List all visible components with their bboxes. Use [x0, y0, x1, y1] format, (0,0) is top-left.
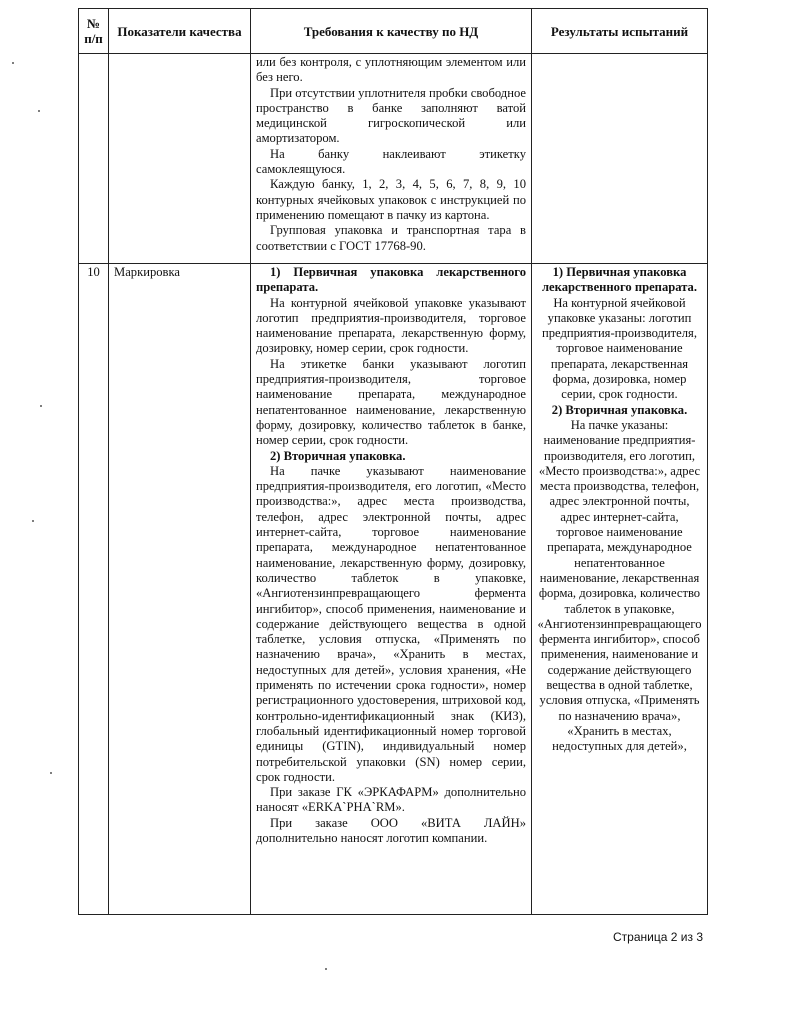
scan-speck	[12, 62, 14, 64]
result-paragraph: На пачке указаны: наименование предприятия-производителя, его логотип, «Место производства:», адрес места производства, телефон, адрес электронной почты, адрес интернет-сайта, торговое наименование препарата, международное непатентованное наименование, лекарственная форма, дозировка, количество таблеток в упаковке, «Ангиотензинпревращающего фермента ингибитор», способ применения, наименование и содержание действующего вещества в одной таблетке, условия отпуска, «Применять по назначению врача», «Хранить в местах, недоступных для детей»,	[537, 417, 702, 754]
row-indicator	[109, 54, 251, 264]
result-subheading: 1) Первичная упаковка лекарственного препарата.	[541, 265, 697, 295]
scan-speck	[38, 110, 40, 112]
header-results: Результаты испытаний	[532, 9, 708, 54]
table-header-row	[79, 9, 708, 54]
row-results	[532, 264, 708, 915]
requirement-paragraph: или без контроля, с уплотняющим элементом или без него.	[256, 55, 526, 85]
quality-table	[78, 8, 708, 915]
row-requirements	[251, 264, 532, 915]
page-footer	[613, 930, 703, 944]
scan-speck	[40, 405, 42, 407]
row-num: 10	[79, 264, 109, 915]
requirement-subheading: 2) Вторичная упаковка.	[270, 448, 406, 463]
page-label: Страница	[612, 930, 668, 944]
row-results	[532, 54, 708, 264]
requirement-paragraph: При заказе ГК «ЭРКАФАРМ» дополнительно наносят «ERKA`PHA`RM».	[256, 785, 526, 815]
requirement-paragraph: Групповая упаковка и транспортная тара в соответствии с ГОСТ 17768-90.	[256, 223, 526, 253]
header-num: № п/п	[79, 9, 109, 54]
requirement-paragraph: На пачке указывают наименование предприятия-производителя, его логотип, «Место производства:», адрес места производства, телефон, адрес электронной почты, адрес интернет-сайта, торговое наименование препарата, международное непатентованное наименование, лекарственную форму, дозировку, количество таблеток в упаковке, «Ангиотензинпревращающего фермента ингибитор», способ применения, наименование и содержание действующего вещества в одной таблетке, условия отпуска, «Применять по назначению врача», «Хранить в местах, недоступных для детей», условия хранения, «Не применять по истечении срока годности», номер регистрационного удостоверения, штриховой код, контрольно-идентификационный знак (КИЗ), глобальный идентификационный номер торговой единицы (GTIN), индивидуальный номер потребительской упаковки (SN) номер серии, срок годности.	[256, 463, 526, 784]
scan-speck	[325, 968, 327, 970]
scan-speck	[32, 520, 34, 522]
row-num	[79, 54, 109, 264]
page-total: 3	[696, 930, 703, 944]
requirement-paragraph: На контурной ячейковой упаковке указывают логотип предприятия-производителя, торговое наименование препарата, лекарственную форму, дозировку, номер серии, срок годности.	[256, 295, 526, 356]
result-subheading: 2) Вторичная упаковка.	[551, 402, 688, 417]
page-of: из	[680, 930, 693, 944]
result-paragraph: На контурной ячейковой упаковке указаны: логотип предприятия-производителя, торговое наименование препарата, лекарственная форма, дозировка, номер серии, срок годности.	[542, 295, 697, 402]
header-indicator: Показатели качества	[109, 9, 251, 54]
page-current: 2	[670, 930, 678, 944]
row-indicator: Маркировка	[109, 264, 251, 915]
requirement-paragraph: На этикетке банки указывают логотип предприятия-производителя, торговое наименование препарата, международное непатентованное наименование, лекарственную форму, дозировку, количество таблеток в банке, номер серии, срок годности.	[256, 356, 526, 448]
table-row	[79, 264, 708, 915]
row-requirements	[251, 54, 532, 264]
requirement-paragraph: При заказе ООО «ВИТА ЛАЙН» дополнительно наносят логотип компании.	[256, 815, 526, 845]
requirement-paragraph: При отсутствии уплотнителя пробки свободное пространство в банке заполняют ватой медицинской гигроскопической или амортизатором.	[256, 85, 526, 146]
requirement-subheading: 1) Первичная упаковка лекарственного препарата.	[256, 265, 526, 295]
header-requirements: Требования к качеству по НД	[251, 9, 532, 54]
scan-speck	[50, 772, 52, 774]
table-row	[79, 54, 708, 264]
requirement-paragraph: На банку наклеивают этикетку самоклеящуюся.	[256, 146, 526, 177]
requirement-paragraph: Каждую банку, 1, 2, 3, 4, 5, 6, 7, 8, 9, 10 контурных ячейковых упаковок с инструкцией по применению помещают в пачку из картона.	[256, 177, 526, 222]
